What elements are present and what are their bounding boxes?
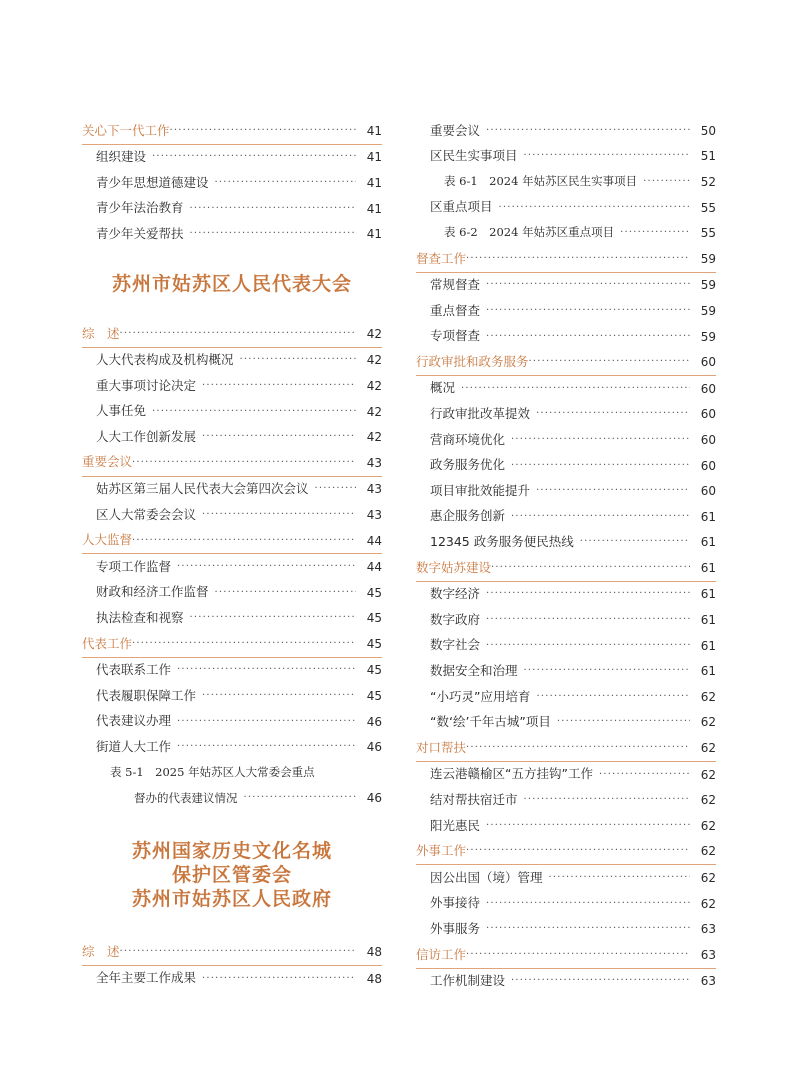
toc-entry[interactable] — [82, 580, 382, 606]
dot-leader — [215, 178, 356, 188]
toc-entry[interactable] — [416, 298, 716, 324]
toc-page-number: 41 — [366, 150, 382, 165]
toc-entry[interactable] — [416, 144, 716, 170]
toc-page-number: 43 — [366, 507, 382, 522]
toc-entry[interactable] — [416, 376, 716, 402]
toc-entry-title: 代表建议办理 — [96, 713, 172, 729]
dot-leader — [536, 409, 690, 419]
toc-entry[interactable] — [82, 606, 382, 632]
toc-entry[interactable] — [416, 453, 716, 479]
toc-entry[interactable] — [416, 478, 716, 504]
toc-entry[interactable] — [416, 684, 716, 710]
toc-entry[interactable] — [416, 969, 716, 995]
section-heading — [82, 247, 382, 321]
dot-leader — [536, 692, 690, 702]
toc-entry[interactable] — [416, 273, 716, 299]
toc-entry-title: “数‘绘’千年古城”项目 — [430, 714, 551, 730]
toc-page-number: 43 — [366, 455, 382, 470]
toc-table-entry[interactable] — [416, 169, 716, 195]
toc-entry-title: 代表履职保障工作 — [96, 687, 197, 703]
toc-entry-title: 数字社会 — [430, 637, 481, 653]
toc-page-number: 45 — [366, 611, 382, 626]
toc-entry[interactable] — [416, 504, 716, 530]
toc-entry-title: 综 述 — [82, 325, 120, 341]
toc-page-number: 59 — [700, 278, 716, 293]
toc-page-number: 48 — [366, 945, 382, 960]
toc-entry[interactable] — [416, 891, 716, 917]
toc-page-number: 60 — [700, 484, 716, 499]
toc-page-number: 63 — [700, 974, 716, 989]
toc-entry[interactable] — [82, 966, 382, 992]
toc-entry-title: 街道人大工作 — [96, 739, 172, 755]
dot-leader — [461, 384, 690, 394]
dot-leader — [486, 589, 690, 599]
toc-entry-title: 督办的代表建议情况 — [134, 790, 238, 805]
toc-entry[interactable] — [416, 324, 716, 350]
dot-leader — [202, 381, 356, 391]
toc-page-number: 62 — [700, 871, 716, 886]
toc-page-number: 63 — [700, 947, 716, 962]
dot-leader — [202, 691, 356, 701]
toc-right-column — [416, 118, 716, 994]
toc-page-number: 59 — [700, 329, 716, 344]
toc-category-entry[interactable] — [416, 942, 716, 969]
toc-entry-title: 表 5-1 2025 年姑苏区人大常委会重点 — [110, 765, 315, 780]
toc-page-number: 60 — [700, 381, 716, 396]
toc-entry-title: 财政和经济工作监督 — [96, 584, 209, 600]
toc-page-number: 60 — [700, 355, 716, 370]
toc-page-number: 61 — [700, 535, 716, 550]
toc-page-number: 63 — [700, 922, 716, 937]
toc-entry-title: 区人大常委会会议 — [96, 506, 197, 522]
toc-entry-title: 惠企服务创新 — [430, 508, 506, 524]
toc-entry[interactable] — [82, 373, 382, 399]
dot-leader — [202, 510, 356, 520]
toc-entry[interactable] — [82, 221, 382, 247]
toc-entry-title: 青少年关爱帮扶 — [96, 225, 184, 241]
dot-leader — [486, 280, 690, 290]
toc-entry-title: 信访工作 — [416, 946, 467, 962]
toc-category-entry[interactable] — [416, 246, 716, 273]
toc-page-number: 45 — [366, 689, 382, 704]
toc-entry-title: 督查工作 — [416, 250, 467, 266]
toc-page-number: 48 — [366, 971, 382, 986]
toc-page-number: 62 — [700, 715, 716, 730]
dot-leader — [524, 151, 690, 161]
toc-page-number: 45 — [366, 663, 382, 678]
dot-leader — [240, 355, 356, 365]
toc-table-entry-continued[interactable] — [82, 786, 382, 812]
toc-entry[interactable] — [416, 427, 716, 453]
toc-category-entry[interactable] — [416, 839, 716, 866]
toc-page-number: 44 — [366, 533, 382, 548]
dot-leader — [152, 152, 356, 162]
toc-page-number: 61 — [700, 664, 716, 679]
toc-category-entry[interactable] — [416, 349, 716, 376]
dot-leader — [177, 717, 356, 727]
toc-page-number: 62 — [700, 767, 716, 782]
dot-leader — [491, 563, 690, 573]
toc-page-number: 42 — [366, 430, 382, 445]
dot-leader — [132, 639, 356, 649]
toc-entry-title: 专项督查 — [430, 328, 481, 344]
section-heading-line: 保护区管委会 — [171, 864, 292, 887]
toc-entry[interactable] — [416, 118, 716, 144]
toc-page-number: 59 — [700, 303, 716, 318]
dot-leader — [215, 588, 356, 598]
toc-page-number: 45 — [366, 585, 382, 600]
toc-category-entry[interactable] — [82, 321, 382, 348]
toc-entry[interactable] — [416, 813, 716, 839]
toc-entry-title: 代表联系工作 — [96, 662, 172, 678]
toc-category-entry[interactable] — [82, 939, 382, 966]
toc-entry-title: 行政审批改革提效 — [430, 406, 531, 422]
dot-leader — [486, 641, 690, 651]
toc-entry-title: 工作机制建设 — [430, 973, 506, 989]
toc-page-number: 59 — [700, 251, 716, 266]
toc-table-entry[interactable] — [416, 220, 716, 246]
toc-entry[interactable] — [416, 402, 716, 428]
toc-entry-title: 重大事项讨论决定 — [96, 377, 197, 393]
toc-entry-title: 结对帮扶宿迁市 — [430, 791, 518, 807]
dot-leader — [120, 329, 356, 339]
toc-page-number: 62 — [700, 793, 716, 808]
toc-entry-title: 概况 — [430, 380, 456, 396]
toc-entry-title: 人事任免 — [96, 403, 147, 419]
toc-entry-title: 人大工作创新发展 — [96, 428, 197, 444]
dot-leader — [557, 717, 690, 727]
toc-entry-title: 外事接待 — [430, 895, 481, 911]
dot-leader — [486, 332, 690, 342]
toc-left-column — [82, 118, 382, 991]
toc-page-number: 46 — [366, 791, 382, 806]
section-heading-text: 苏州市姑苏区人民代表大会 — [111, 272, 352, 295]
toc-entry[interactable] — [416, 582, 716, 608]
toc-page-number: 62 — [700, 741, 716, 756]
toc-entry-title: 数字姑苏建设 — [416, 559, 492, 575]
toc-page-number: 46 — [366, 740, 382, 755]
toc-entry-title: 姑苏区第三届人民代表大会第四次会议 — [96, 481, 309, 497]
dot-leader — [486, 821, 690, 831]
toc-entry[interactable] — [82, 477, 382, 503]
toc-page-number: 61 — [700, 560, 716, 575]
toc-entry-title: 数据安全和治理 — [430, 663, 518, 679]
dot-leader — [177, 562, 356, 572]
toc-page-number: 62 — [700, 689, 716, 704]
section-heading — [82, 811, 382, 939]
toc-category-entry[interactable] — [82, 631, 382, 658]
toc-page-number: 41 — [366, 123, 382, 138]
toc-entry[interactable] — [416, 916, 716, 942]
toc-page-number: 46 — [366, 714, 382, 729]
toc-entry-title: 组织建设 — [96, 149, 147, 165]
dot-leader — [244, 793, 357, 803]
toc-entry-title: 阳光惠民 — [430, 817, 481, 833]
dot-leader — [580, 537, 690, 547]
toc-page-number: 55 — [700, 200, 716, 215]
toc-page-number: 51 — [700, 149, 716, 164]
dot-leader — [202, 974, 356, 984]
toc-entry-title: 综 述 — [82, 943, 120, 959]
toc-entry-title: 外事工作 — [416, 843, 467, 859]
toc-page-number: 61 — [700, 509, 716, 524]
toc-page-number: 61 — [700, 587, 716, 602]
toc-entry-title: 重要会议 — [82, 454, 133, 470]
toc-category-entry[interactable] — [416, 555, 716, 582]
dot-leader — [511, 976, 690, 986]
dot-leader — [511, 512, 690, 522]
dot-leader — [177, 742, 356, 752]
dot-leader — [177, 665, 356, 675]
toc-page-number: 42 — [366, 353, 382, 368]
toc-entry[interactable] — [82, 734, 382, 760]
toc-entry-title: 行政审批和政务服务 — [416, 353, 529, 369]
toc-entry-title: 数字经济 — [430, 586, 481, 602]
dot-leader — [524, 666, 690, 676]
toc-page-number: 60 — [700, 432, 716, 447]
dot-leader — [202, 432, 356, 442]
dot-leader — [524, 795, 690, 805]
dot-leader — [549, 873, 690, 883]
toc-entry[interactable] — [416, 762, 716, 788]
toc-entry-title: 表 6-2 2024 年姑苏区重点项目 — [444, 225, 615, 240]
toc-category-entry[interactable] — [82, 450, 382, 477]
dot-leader — [486, 126, 690, 136]
dot-leader — [511, 461, 690, 471]
dot-leader — [466, 950, 690, 960]
toc-entry[interactable] — [82, 502, 382, 528]
dot-leader — [486, 899, 690, 909]
toc-entry-title: 青少年思想道德建设 — [96, 174, 209, 190]
toc-entry[interactable] — [82, 196, 382, 222]
toc-entry-title: 常规督查 — [430, 277, 481, 293]
dot-leader — [132, 536, 356, 546]
toc-category-entry[interactable] — [82, 118, 382, 145]
toc-page-number: 52 — [700, 174, 716, 189]
section-heading-line: 苏州市姑苏区人民政府 — [131, 888, 332, 911]
toc-page-number: 60 — [700, 458, 716, 473]
toc-entry[interactable] — [416, 787, 716, 813]
toc-category-entry[interactable] — [416, 735, 716, 762]
toc-entry-title: 青少年法治教育 — [96, 200, 184, 216]
dot-leader — [190, 204, 356, 214]
toc-entry-title: 全年主要工作成果 — [96, 970, 197, 986]
toc-page-number: 62 — [700, 896, 716, 911]
toc-entry-title: 对口帮扶 — [416, 739, 467, 755]
dot-leader — [132, 458, 356, 468]
toc-entry-title: 连云港赣榆区“五方挂钩”工作 — [430, 766, 593, 782]
toc-page-number: 43 — [366, 482, 382, 497]
toc-entry[interactable] — [82, 145, 382, 171]
dot-leader — [486, 306, 690, 316]
toc-entry-title: 因公出国（境）管理 — [430, 869, 543, 885]
toc-page-number: 41 — [366, 201, 382, 216]
dot-leader — [486, 924, 690, 934]
toc-entry[interactable] — [82, 348, 382, 374]
toc-entry-title: 政务服务优化 — [430, 457, 506, 473]
toc-entry-title: 区重点项目 — [430, 199, 493, 215]
toc-entry[interactable] — [82, 424, 382, 450]
toc-entry-title: 12345 政务服务便民热线 — [430, 534, 574, 550]
dot-leader — [190, 613, 356, 623]
toc-entry-title: 人大监督 — [82, 532, 133, 548]
toc-entry-title: 重要会议 — [430, 122, 481, 138]
toc-page-number: 62 — [700, 844, 716, 859]
toc-entry-title: 外事服务 — [430, 920, 481, 936]
dot-leader — [466, 743, 690, 753]
dot-leader — [170, 126, 356, 136]
toc-page-number: 60 — [700, 407, 716, 422]
toc-page-number: 55 — [700, 226, 716, 241]
toc-entry-title: 数字政府 — [430, 611, 481, 627]
dot-leader — [620, 228, 690, 238]
toc-entry-title: 区民生实事项目 — [430, 148, 518, 164]
toc-entry-title: “小巧灵”应用培育 — [430, 688, 531, 704]
toc-entry[interactable] — [416, 710, 716, 736]
toc-page-number: 62 — [700, 818, 716, 833]
dot-leader — [315, 484, 356, 494]
toc-entry-title: 营商环境优化 — [430, 431, 506, 447]
toc-entry-title: 代表工作 — [82, 635, 133, 651]
toc-page-number: 41 — [366, 175, 382, 190]
dot-leader — [152, 407, 356, 417]
toc-entry[interactable] — [416, 195, 716, 221]
toc-entry[interactable] — [82, 683, 382, 709]
toc-page-number: 45 — [366, 636, 382, 651]
toc-entry-title: 执法检查和视察 — [96, 610, 184, 626]
section-heading-line: 苏州国家历史文化名城 — [131, 840, 332, 863]
toc-entry[interactable] — [82, 554, 382, 580]
dot-leader — [643, 177, 690, 187]
dot-leader — [599, 770, 690, 780]
dot-leader — [536, 486, 690, 496]
dot-leader — [499, 203, 690, 213]
toc-entry[interactable] — [82, 399, 382, 425]
toc-entry-title: 人大代表构成及机构概况 — [96, 352, 234, 368]
toc-entry[interactable] — [416, 658, 716, 684]
toc-page-number: 42 — [366, 404, 382, 419]
toc-page-number: 61 — [700, 638, 716, 653]
toc-category-entry[interactable] — [82, 528, 382, 555]
dot-leader — [120, 947, 356, 957]
toc-entry-title: 重点督查 — [430, 302, 481, 318]
toc-entry[interactable] — [416, 865, 716, 891]
dot-leader — [486, 615, 690, 625]
toc-table-entry[interactable] — [82, 760, 382, 786]
toc-page-number: 42 — [366, 378, 382, 393]
toc-entry-title: 关心下一代工作 — [82, 122, 170, 138]
toc-page-number: 50 — [700, 123, 716, 138]
toc-page-number: 41 — [366, 227, 382, 242]
dot-leader — [466, 254, 690, 264]
toc-entry-title: 项目审批效能提升 — [430, 482, 531, 498]
toc-page-number: 44 — [366, 560, 382, 575]
dot-leader — [529, 357, 690, 367]
toc-entry-title: 表 6-1 2024 年姑苏区民生实事项目 — [444, 174, 638, 189]
toc-entry[interactable] — [416, 530, 716, 556]
dot-leader — [466, 846, 690, 856]
toc-entry[interactable] — [82, 709, 382, 735]
toc-entry[interactable] — [416, 607, 716, 633]
toc-entry[interactable] — [82, 658, 382, 684]
dot-leader — [511, 435, 690, 445]
toc-entry-title: 专项工作监督 — [96, 558, 172, 574]
toc-entry[interactable] — [82, 170, 382, 196]
toc-entry[interactable] — [416, 633, 716, 659]
toc-page-number: 42 — [366, 326, 382, 341]
toc-page-number: 61 — [700, 613, 716, 628]
dot-leader — [190, 229, 356, 239]
